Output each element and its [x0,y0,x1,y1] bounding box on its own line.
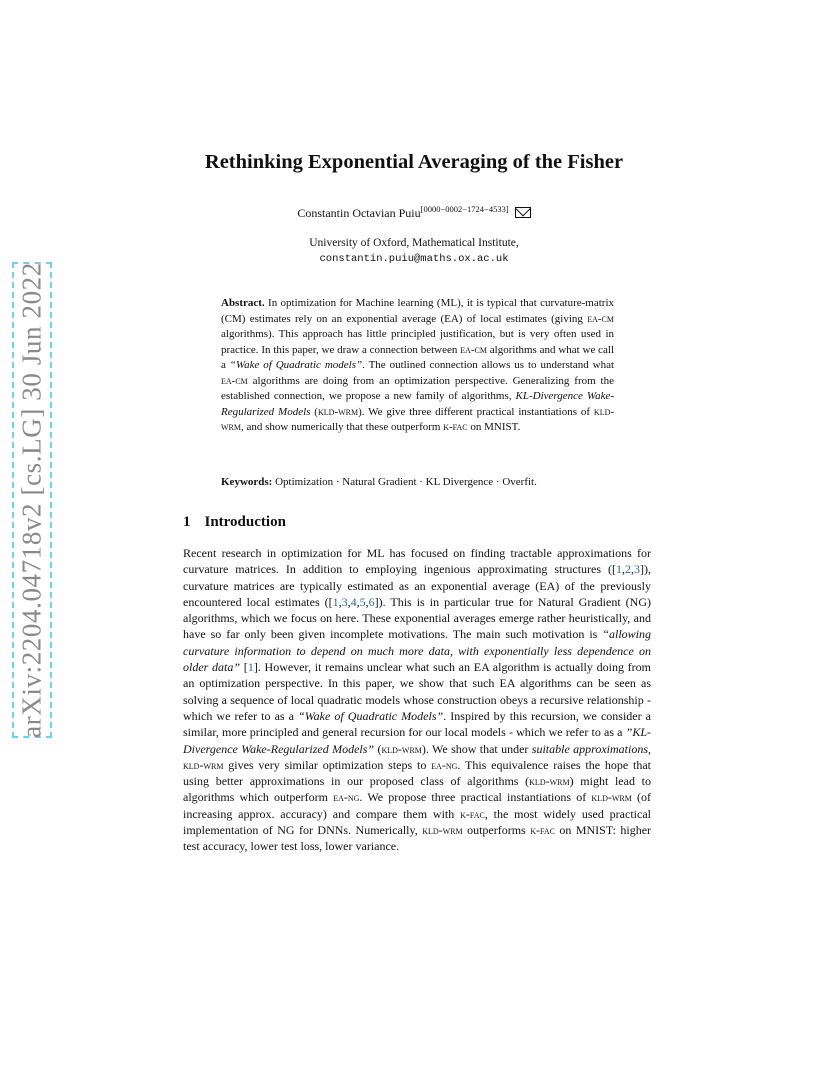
abstract-emphasis: “Wake of Quadratic models” [229,359,363,371]
citation-link[interactable]: 1 [332,594,339,609]
abstract-smallcaps: ea-cm [460,343,487,356]
intro-smallcaps: kld-wrm [422,823,463,838]
citation-link[interactable]: 2 [625,562,631,577]
affiliation-block [0,235,828,267]
intro-smallcaps: ea-ng [431,757,458,772]
abstract-emphasis: KL-Divergence Wake-Regularized Models [221,390,615,418]
arxiv-side-stamp [12,262,52,738]
intro-text: . We propose three practical instantiations of [359,790,587,805]
keywords [221,475,614,490]
citation-link[interactable]: 6 [368,594,375,609]
intro-text: Recent research in optimization for ML has focused on finding tractable approximations for curvature matrices. In addition to employing ingenious approximating structures ([ [183,546,651,577]
intro-text: . Inspired by this recursion, we consider a similar, more principled and general recursion for our local models - which we refer to as a [183,708,652,740]
intro-text: ]). This is in particular true for Natural Gradient (NG) algorithms, which we focus on here. These exponential averages emerge rather heuristically, and have so far only been given incomplete motivations. The main such motivation is [183,594,651,642]
abstract-text: algorithms and what we call a [221,343,615,371]
intro-text: . This equivalence raises the hope that using better approximations in our proposed class of algorithms ( [183,757,652,789]
citation-link[interactable]: 5 [359,594,366,609]
intro-emphasis: “allowing curvature information to depend on much more data, with exponentially less dependence on older data” [183,627,652,675]
abstract [221,296,614,436]
abstract-text: on MNIST. [470,421,521,433]
intro-text: ]), curvature matrices are typically estimated as an exponential average (EA) of the previously encountered local estimates ([ [183,562,651,609]
keywords-label: Keywords: [221,476,273,488]
paper-title: Rethinking Exponential Averaging of the Fisher [204,151,624,173]
affiliation: University of Oxford, Mathematical Institute, [309,237,519,249]
intro-emphasis: ”KL-Divergence Wake-Regularized Models” [183,725,651,756]
intro-smallcaps: k-fac [530,823,555,838]
introduction-paragraph: Recent research in optimization for ML has focused on finding tractable approximations for curvature matrices. In addition to employing ingenious approximating structures ([1,2,3]), curvature matrices are typically estimated as an exponential average (EA) of the previously encountered local estimates ([1,3,4,5,6]). This is in particular true for Natural Gradient (NG) algorithms, which we focus on here. These exponential averages emerge rather heuristically, and have so far only been given incomplete motivations. The main such motivation is “allowing curvature information to depend on much more data, with exponentially less dependence on older data” [1]. However, it remains unclear what such an EA algorithm is actually doing from an optimization perspective. In this paper, we show that such EA algorithms can be seen as solving a sequence of local quadratic models whose construction obeys a recursive relationship - which we refer to as a “Wake of Quadratic Models”. Inspired by this recursion, we consider a similar, more principled and general recursion for our local models - which we refer to as a ”KL-Divergence Wake-Regularized Models” (kld-wrm). We show that under suitable approximations, kld-wrm gives very similar optimization steps to ea-ng. This equivalence raises the hope that using better approximations in our proposed class of algorithms (kld-wrm) might lead to algorithms which outperform ea-ng. We propose three practical instantiations of kld-wrm (of increasing approx. accuracy) and compare them with k-fac, the most widely used practical implementation of NG for DNNs. Numerically, kld-wrm outperforms k-fac on MNIST: higher test accuracy, lower test loss, lower variance. [183,546,652,854]
keywords-text: Optimization · Natural Gradient · KL Divergence · Overfit. [275,476,537,488]
intro-smallcaps: kld-wrm [183,757,224,772]
section-heading [183,514,286,531]
intro-text: , [648,741,652,756]
citation-link[interactable]: 4 [350,594,357,609]
section-number: 1 [183,514,191,530]
abstract-text: , and show numerically that these outperform [241,421,441,433]
intro-smallcaps: ea-ng [333,790,360,805]
abstract-smallcaps: ea-cm [221,374,248,387]
intro-emphasis: suitable approximations [531,741,649,756]
citation-link[interactable]: 3 [341,594,348,609]
intro-text: on MNIST: higher test accuracy, lower test loss, lower variance. [183,823,652,854]
citation-link[interactable]: 1 [247,660,254,675]
abstract-text: . The outlined connection allows us to understand what [362,359,615,371]
intro-smallcaps: k-fac [460,806,485,821]
author-line [0,204,828,221]
abstract-text: algorithms). This approach has little principled justification, but is very often used in practice. In this paper, we draw a connection between [221,328,614,356]
author-name: Constantin Octavian Puiu [297,206,421,220]
intro-text: [ [240,660,248,675]
abstract-text: ( [314,405,318,418]
section-title: Introduction [204,514,286,530]
intro-text: (of increasing approx. accuracy) and compare them with [183,790,652,821]
abstract-text: ). We give three different practical instantiations of [358,405,591,418]
arxiv-identifier: arXiv:2204.04718v2 [cs.LG] 30 Jun 2022 [16,262,47,738]
abstract-text: algorithms are doing from an optimization perspective. Generalizing from the established connection, we propose a new family of algorithms, [221,374,614,402]
intro-text: ]. However, it remains unclear what such an EA algorithm is actually doing from an optimization perspective. In this paper, we show that such EA algorithms can be seen as solving a sequence of local quadratic models whose construction obeys a recursive relationship - which we refer to as a [183,660,652,723]
abstract-smallcaps: k-fac [443,421,468,433]
intro-text: gives very similar optimization steps to [228,757,427,772]
citation-link[interactable]: 1 [616,562,622,577]
intro-emphasis: “Wake of Quadratic Models” [298,708,444,723]
abstract-text: In optimization for Machine learning (ML), it is typical that curvature-matrix (CM) estimates rely on an exponential average (EA) of local estimates (giving [221,297,615,325]
intro-text: , the most widely used practical implementation of NG for DNNs. Numerically, [183,806,651,838]
author-email[interactable]: constantin.puiu@maths.ox.ac.uk [319,253,509,265]
intro-text: ( [377,741,382,756]
intro-text: ) might lead to algorithms which outperform [183,774,651,805]
intro-smallcaps: kld-wrm [529,774,570,789]
envelope-icon[interactable] [515,207,531,218]
intro-text: outperforms [467,823,526,838]
intro-smallcaps: kld-wrm [591,790,632,805]
orcid-id: [0000−0002−1724−4533] [420,204,509,214]
abstract-smallcaps: kld-wrm [221,405,615,433]
abstract-smallcaps: kld-wrm [317,405,359,418]
abstract-smallcaps: ea-cm [587,312,615,325]
intro-smallcaps: kld-wrm [381,741,422,756]
intro-text: ). We show that under [421,741,529,756]
citation-link[interactable]: 3 [634,562,640,577]
abstract-label: Abstract. [221,297,265,309]
